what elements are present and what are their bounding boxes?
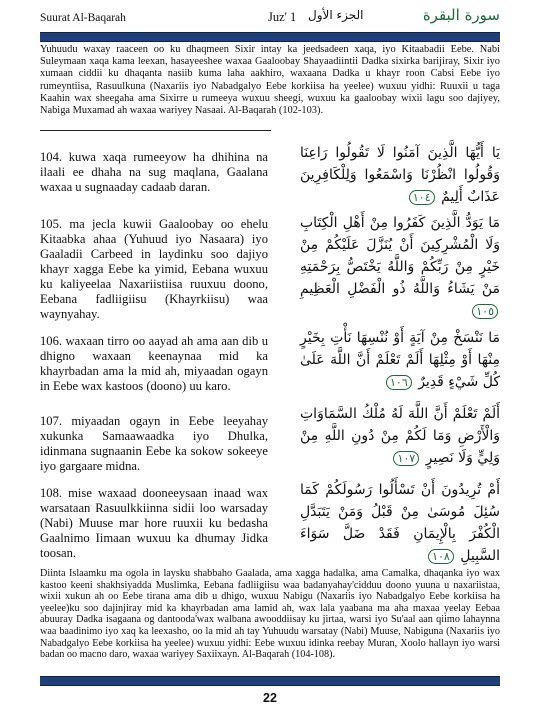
verse-105-somali: 105. ma jecla kuwii Gaaloobay oo ehelu Kitaabka ahaa (Yuhuud iyo Nasaara) iyo Gaaladii Carbeed in laydinku soo dajiyo khayr xagga Eebe ka yimid, Eebana wuxuu ku kaliyeelaa Naxariistiisa ruuxuu doono, Eebana fadliigiisu (Khayrkiisu) waa waynyahay. [40,217,268,321]
juz-arabic-label: الجزء الأول [308,8,364,22]
verse-107-arabic: أَلَمْ تَعْلَمْ أَنَّ اللَّهَ لَهُ مُلْكُ السَّمَاوَاتِ وَالْأَرْضِ وَمَا لَكُمْ مِنْ دُونِ اللَّهِ مِنْ وَلِيٍّ وَلَا نَصِيرٍ ١٠٧ [300,406,500,466]
verse-number-marker: ١٠٥ [472,304,498,319]
verse-104-somali: 104. kuwa xaqa rumeeyow ha dhihina na ilaali ee dhaha na sug maqlana, Gaalana waxaa u sugnaaday cadaab daran. [40,150,268,194]
verse-106-arabic: مَا نَنْسَخْ مِنْ آيَةٍ أَوْ نُنْسِهَا نَأْتِ بِخَيْرٍ مِنْهَا أَوْ مِثْلِهَا أَلَمْ تَعْلَمْ أَنَّ اللَّهَ عَلَىٰ كُلِّ شَيْءٍ قَدِيرٌ ١٠٦ [300,330,500,390]
footnote-paragraph: Diinta Islaamku ma ogola in laysku shabbaho Gaalada, ama xagga hadalka, ama Camalka, dhaqanka iyo wax kastoo keeni shakhsiyadda Muslimka, Eebana fadliigiisu waa badanyahay'cidduu doono yuuna u naxariistaa, wixii xukun ah oo Eebe tirana ama dib u dhigo, wuxuu Nabigu (Naxariis iyo Nabadgalyo Eebe korkiisa ha yeelee)ku soo dajinjiray mid ka khayrbadan ama lamid ah, wax lala yaabana ma aha maxaa yeelay Eebaa abuuray Dadka isagaana og dantooda'wax walbana awooddiisay ku jirtaa, warsi iyo Su'aal aan qiimo lahaynna waa baadinimo iyo xaq ka leexasho, oo la mid ah tay Yuhuudu warsatay (Nabi) Muuse, Nabiguna (Naxariis iyo Nabadgalyo Eebe korkiisa ha yeelee) wuxuu yidhi: Eebe wuxuu idinka reebay Muran, Xoolo hallayn iyo warsi badan oo macno daro, waxaa wariyey Saxiixayn. Al-Baqarah (104-108). [40,568,500,661]
page-header [40,6,500,32]
verse-number-marker: ١٠٨ [428,549,454,564]
verse-108-somali: 108. mise waxaad dooneeysaan inaad wax warsataan Rasuulkkiinna sidii loo warsaday (Nabi) Muuse mar hore ruuxii ku bedasha Gaalnimo Iimaan wuxuu ka dhumay Jidka toosan. [40,486,268,560]
verse-107-somali: 107. miyaadan ogayn in Eebe leeyahay xukunka Samaawaadka iyo Dhulka, idinmana sugnaanin Eebe ka sokow sokeeye iyo gargaare midna. [40,414,268,473]
verse-number-marker: ١٠٦ [386,375,412,390]
top-decorative-bar [40,32,500,42]
surah-name: Suurat Al-Baqarah [40,12,126,24]
verse-105-arabic: مَا يَوَدُّ الَّذِينَ كَفَرُوا مِنْ أَهْلِ الْكِتَابِ وَلَا الْمُشْرِكِينَ أَنْ يُنَزَّلَ عَلَيْكُمْ مِنْ خَيْرٍ مِنْ رَبِّكُمْ وَاللَّهُ يَخْتَصُّ بِرَحْمَتِهِ مَنْ يَشَاءُ وَاللَّهُ ذُو الْفَضْلِ الْعَظِيمِ ١٠٥ [300,215,500,318]
surah-arabic-calligraphy: سورة البقرة [422,6,500,24]
verse-number-marker: ١٠٧ [393,451,419,466]
intro-paragraph: Yuhuudu waxay raaceen oo ku dhaqmeen Sixir intay ka jeedsadeen xaqa, iyo Kitaabadii Eebe. Nabi Suleymaan xaqa kama leexan, hasayeeshee waxaa Gaaloobay Shayaadiintii Dadka sixirka barijiray, Sixir iyo xumaan ciddii ku dhaqanta nasiib kuma laha aakhiro, waxaana Dadka u khayr roon Cabsi Eebe iyo rumeyntiisa, Rasuulkuna (Naxariis iyo Nabadgalyo Eebe korkiisa ha yeelee) wuxuu yidhi: Ruuxii u taga Kaahin wax sheegaha ama Sixirre u rumeeya wuxuu sheegi, wuxuu ka gaaloobay wixii lagu soo dajiyey, Nabiga Muxamad ah waxaa wariyey Nasaai. Al-Baqarah (102-103). [40,44,500,117]
verse-106-somali: 106. waxaan tirro oo aayad ah ama aan dib u dhigno waxaan keenaynaa mid ka khayrbadan ama la mid ah, miyaadan ogayn in Eebe wax kastoos (doono) uu karo. [40,334,268,393]
verse-number-marker: ١٠٤ [409,190,435,205]
verse-108-arabic: أَمْ تُرِيدُونَ أَنْ تَسْأَلُوا رَسُولَكُمْ كَمَا سُئِلَ مُوسَىٰ مِنْ قَبْلُ وَمَنْ يَتَبَدَّلِ الْكُفْرَ بِالْإِيمَانِ فَقَدْ ضَلَّ سَوَاءَ السَّبِيلِ ١٠٨ [300,482,500,564]
verse-104-arabic: يَا أَيُّهَا الَّذِينَ آمَنُوا لَا تَقُولُوا رَاعِنَا وَقُولُوا انْظُرْنَا وَاسْمَعُوا وَلِلْكَافِرِينَ عَذَابٌ أَلِيمٌ ١٠٤ [300,145,500,205]
page-number: 22 [263,691,277,705]
divider-rule [40,130,271,131]
juz-label: Juz' 1 [268,10,297,24]
bottom-decorative-bar [40,676,500,686]
